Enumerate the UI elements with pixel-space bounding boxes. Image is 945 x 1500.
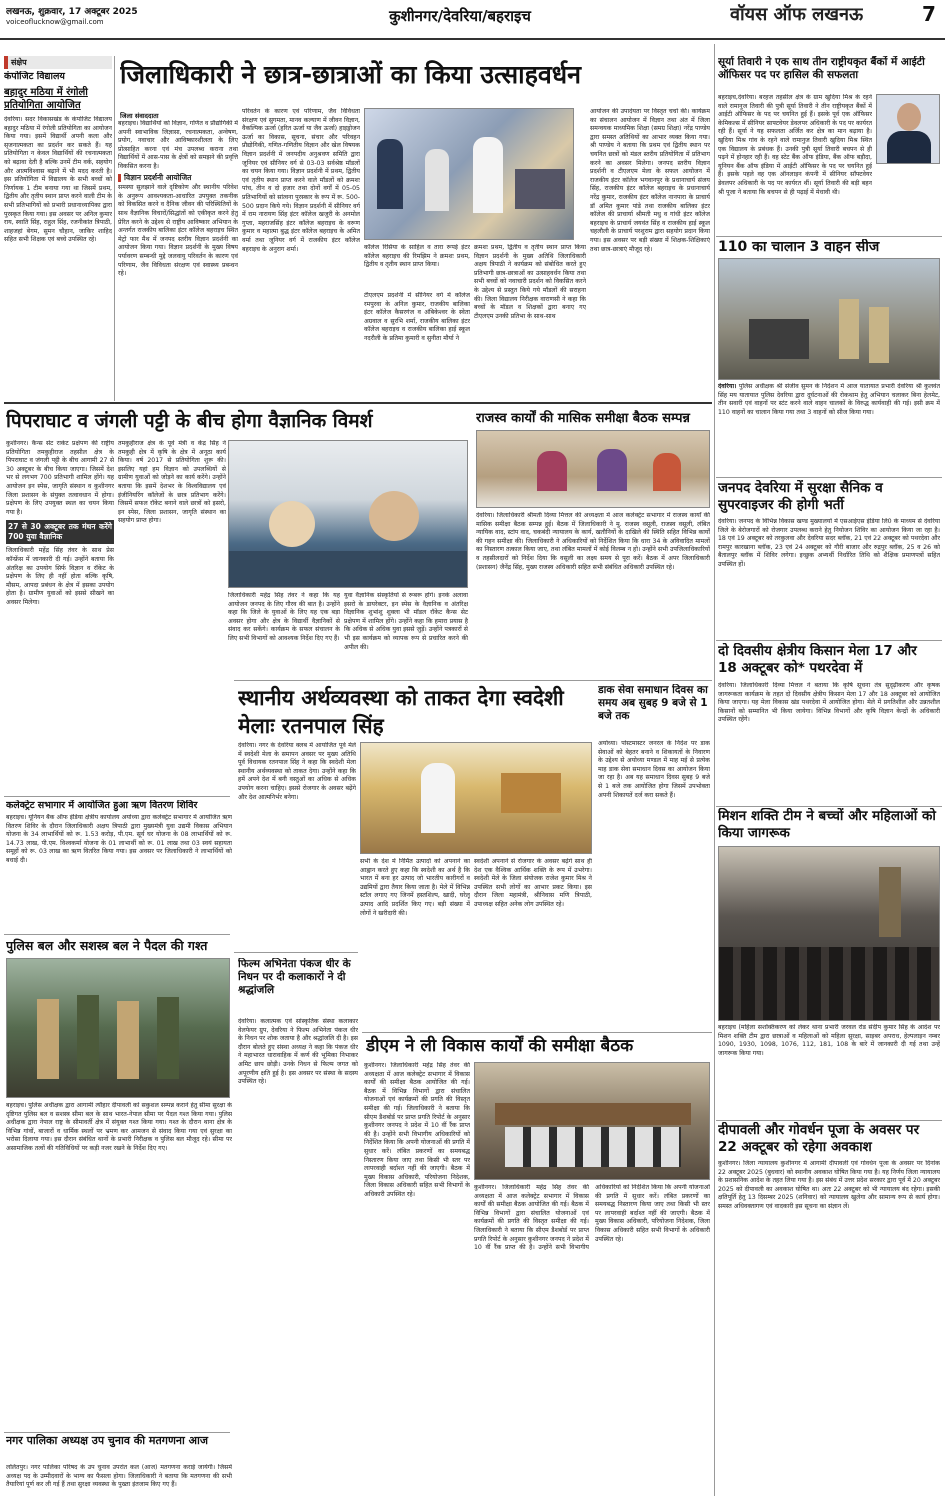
story10-body: कुशीनगर। जिलाधिकारी महेंद्र सिंह तंवर की अध्यक्षता में आज कलेक्ट्रेट सभागार में विकास कार्यों की समीक्षा बैठक आयोजित की गई। बैठक में विभिन्न विभागों द्वारा संचालित योजनाओं एवं कार्यक्रमों की प्रगति की विस्तृत समीक्षा की गई। जिलाधिकारी ने बताया कि सीएम डैशबोर्ड पर प्राप्त प्रगति रिपोर्ट के अनुसार कुशीनगर जनपद ने प्रदेश में 10 वीं रैंक प्राप्त की है। उन्होंने सभी विभागीय अधिकारियों को निर्देशित किया कि अपनी योजनाओं की प्रगति में सुधार करें। लंबित प्रकरणों का समयबद्ध निस्तारण किया जाए तथा किसी भी स्तर पर लापरवाही बर्दाश्त नहीं की जाएगी। बैठक में मुख्य विकास अधिकारी, परियोजना निदेशक, जिला विकास अधिकारी सहित सभी विभागों के अधिकारी उपस्थित रहे। <box>364 1062 470 1198</box>
story1-col4: क्रमशः प्रथम, द्वितीय व तृतीय स्थान प्राप्त किया विज्ञान प्रदर्शनी के मुख्य अतिथि जिलाधिकारी अक्षय त्रिपाठी ने कार्यक्रम को संबोधित करते हुए प्रतिभागी छात्र-छात्राओं का उत्साहवर्धन किया तथा सभी बच्चों को नवाचारी प्रदर्शन को विकसित करने के उद्देश्य से प्रस्तुत किये गये मॉडलों की सराहना की। जिला विद्यालय निरीक्षक वाराणसी ने कहा कि बच्चों के मॉडल व शिक्षकों द्वारा बनाए गए टीएलएम उनकी प्रतिभा के साथ-साथ <box>474 244 586 320</box>
story1-headline: जिलाधिकारी ने छात्र-छात्राओं का किया उत्साहवर्धन <box>120 60 582 89</box>
brief-headline: बहादुर मठिया में रंगोली प्रतियोगिता आयोजित <box>4 87 88 111</box>
story1-photo <box>364 108 574 240</box>
issue-date: लखनऊ, शुक्रवार, 17 अक्टूबर 2025 <box>6 7 138 17</box>
story9-body: देवरिया। कलात्मक एवं सांस्कृतिक संस्था कलाकार वेलफेयर ग्रुप, देवरिया ने फिल्म अभिनेता पंकज धीर के निधन पर शोक जताया है और श्रद्धांजलि दी है। इस दौरान बोलते हुए संस्था अध्यक्ष ने कहा कि पंकज धीर ने महाभारत धारावाहिक में कर्ण की भूमिका निभाकर अमिट छाप छोड़ी। उनके निधन से फिल्म जगत को अपूरणीय क्षति हुई है। इस अवसर पर संस्था के सदस्य उपस्थित रहे। <box>238 1018 358 1086</box>
story1-subhead: विज्ञान प्रदर्शनी आयोजित <box>118 174 238 183</box>
right5-headline: मिशन शक्ति टीम ने बच्चों और महिलाओं को किया जागरूक <box>718 808 936 841</box>
story8-headline: डाक सेवा समाधान दिवस का समय अब सुबह 9 बजे से 1 बजे तक <box>598 684 708 722</box>
story7-col3: स्वदेशी अपनाने से रोजगार के अवसर बढ़ेंगे साथ ही देश एक वैश्विक आर्थिक शक्ति के रूप में उभरेगा। स्वदेशी मेले के जिला संयोजक राजेश कुमार मिश्र ने उपस्थित सभी लोगों का आभार प्रकट किया। इस दौरान जिला महामंत्री, श्रीनिवास मणि त्रिपाठी, उपाध्यक्ष सहित अनेक लोग उपस्थित रहे। <box>474 858 592 908</box>
story1-col3a: कॉलेज रिसिया के साहिल व तारा रूपई इंटर कॉलेज बहराइच की रिमझिम ने क्रमशः प्रथम, द्वितीय व तृतीय स्थान प्राप्त किया। <box>364 244 470 269</box>
story2-col4: युवा वैज्ञानिक संस्कृतियों से रूबरू होंगे। इनके अलावा इसरो के डायरेक्टर, इन स्पेस के वैज्ञानिक व अंतरिक्ष विज्ञानिक शुभांशु शुक्ला भी मॉडल रॉकेट कैन्स सेट प्रक्षेपण में शामिल होंगे। उन्होंने कहा कि हमारा प्रयास है कि अधिक से अधिक युवा इससे जुड़ें। उन्होंने पत्रकारों से भी इस कार्यक्रम को व्यापक रूप से प्रचारित करने की अपील की। <box>344 592 468 651</box>
story10-photo <box>474 1062 710 1180</box>
masthead <box>0 0 945 40</box>
story1-col2: परिवर्तन के कारण एवं परिणाम, जैव विविधता संरक्षण एवं सुगमता, मानव कल्याण में जीवन विज्ञान, वैकल्पिक ऊर्जा (हरित ऊर्जा या जैव ऊर्जा) हाइड्रोजन ऊर्जा का विकास, सूचना, संचार और परिवहन प्रौद्योगिकी, गणित-गणितीय विज्ञान और खेल विषयक विज्ञान प्रदर्शनी में जनपदीय अनुश्रवण समिति द्वारा जूनियर एवं सीनियर वर्ग से 03-03 सर्वश्रेष्ठ मॉडलों का चयन किया गया। विज्ञान प्रदर्शनी में प्रथम, द्वितीय एवं तृतीय स्थान प्राप्त करने वाले मॉडलों को क्रमशः पांच, तीन व दो हजार तथा दोनों वर्गों में 05-05 प्रतिभागियों को सांत्वना पुरस्कार के रूप में रू. 500-500 प्रदान किये गये। विज्ञान प्रदर्शनी में सीनियर वर्ग में राम नारायण सिंह इंटर कॉलेज खजुरी के अनमोल गुप्ता, महराजसिंह इंटर कॉलेज बहराइच के वरूण कुमार व महात्मा बुद्ध इंटर कॉलेज बहराइच के अमित वर्मा तथा जूनियर वर्ग में राजकीय इंटर कॉलेज बहराइच के अनुराग शर्मा। <box>242 108 360 253</box>
story1-col1-text: बहराइच। विद्यार्थियों को विज्ञान, गणित व प्रौद्योगिकी में अपनी स्वाभाविक जिज्ञासा, रचनात्मकता, अन्वेषण, प्रयोग, नवाचार और आविष्कारशीलता के लिए प्रोत्साहित करना एवं मंच उपलब्ध कराना तथा विद्यार्थियों में आस-पास के क्षेत्रों को समझने की प्रवृत्ति विकसित करना है। <box>118 120 238 170</box>
right4-body: देवरिया। जिलाधिकारी दिव्या मित्तल ने बताया कि कृषि सूचना तंत्र सुदृढ़ीकरण और कृषक जागरूकता कार्यक्रम के तहत दो दिवसीय क्षेत्रीय किसान मेला 17 और 18 अक्टूबर को आयोजित किया जाएगा। यह मेला विकास खंड पथरदेवा में आयोजित होगा। मेले में प्रगतिशील और उन्नतशील किसानों को सम्मानित भी किया जायेगा। विभिन्न विभागों और कृषि विज्ञान केन्द्रों के अधिकारी उपस्थित रहेंगे। <box>718 682 940 724</box>
right3-body: देवरिया। जनपद के विभिन्न विकास खण्ड मुख्यालयों में एसआईएस इंडिया लि0 के माध्यम से देवरिया जिले के बेरोजगारों को रोजगार उपलब्ध कराने हेतु नियोजन शिविर का आयोजन किया जा रहा है। 18 एवं 19 अक्टूबर को तरकुलवा और देवरिया सदर ब्लॉक, 21 एवं 22 अक्टूबर को पथरदेवा और रामपुर कारखाना ब्लॉक, 23 एवं 24 अक्टूबर को गौरी बाजार और रुद्रपुर ब्लॉक, 25 व 26 को बैतालपुर ब्लॉक में शिविर लगेगा। इच्छुक अभ्यर्थी निर्धारित तिथि को शैक्षिक प्रमाणपत्रों सहित उपस्थित हों। <box>718 518 940 568</box>
story3-headline: राजस्व कार्यों की मासिक समीक्षा बैठक सम्पन्न <box>476 411 690 426</box>
story7-col1: देवरिया। नगर के देवरिया क्लब में आयोजित पूर्व मेले में स्वदेशी मेला के समापन अवसर पर मुख्य अतिथि पूर्व विधायक रतनपाल सिंह ने कहा कि स्वदेशी मेला स्थानीय अर्थव्यवस्था को ताकत देगा। उन्होंने कहा कि हमें अपने देश में बनी वस्तुओं का अधिक से अधिक उपयोग करना चाहिए। इससे रोजगार के अवसर बढ़ेंगे और देश आत्मनिर्भर बनेगा। <box>238 742 356 801</box>
right5-photo <box>718 846 940 1021</box>
story1-col1-more: समस्या सुलझाने वाले दृष्टिकोण और स्थानीय परिवेश के अनुरूप आवश्यकता-आधारित उपयुक्त तकनीक को विकसित करने व दैनिक जीवन की परिस्थितियों के साथ वैज्ञानिक विचारों/सिद्धांतों को एकीकृत करने हेतु प्रेरित करने के उद्देश्य से राष्ट्रीय आविष्कार अभियान के अन्तर्गत राजकीय बालिका इंटर कॉलेज बहराइच स्थित मेट्रो फार मैथ में जनपद स्तरीय विज्ञान प्रदर्शनी का आयोजन किया गया। विज्ञान प्रदर्शनी के मुख्य विषय पर्यावरण सम्बन्धी मुद्दे जलवायु परिवर्तन के कारण एवं परिणाम, जैव विविधता संरक्षण एवं स्वास्थ्य प्रबन्धन रहे। <box>118 184 238 278</box>
right2-dateline: देवरिया। <box>718 383 737 390</box>
story2-col1-text: कुशीनगर। कैन्स सेट राकेट प्रक्षेपण की राष्ट्रीय प्रतियोगिता तमकुहीराज तहसील क्षेत्र के पिपराघाट व जंगली पट्टी के बीच आगामी 27 से 30 अक्टूबर के बीच किया जाएगा। जिसमें देश भर से लगभग 700 प्रतिभागी शामिल होंगे। यह आयोजन इन स्पेस, जागृति संस्थान व कुशीनगर जिला प्रशासन के संयुक्त तत्वावधान में होगा। प्रक्षेपण के लिए उपयुक्त स्थल का चयन किया गया है। <box>6 440 114 516</box>
story1-col1 <box>118 120 238 390</box>
story10-continued: कुशीनगर। जिलाधिकारी महेंद्र सिंह तंवर की अध्यक्षता में आज कलेक्ट्रेट सभागार में विकास कार्यों की समीक्षा बैठक आयोजित की गई। बैठक में विभिन्न विभागों द्वारा संचालित योजनाओं एवं कार्यक्रमों की प्रगति की विस्तृत समीक्षा की गई। जिलाधिकारी ने बताया कि सीएम डैशबोर्ड पर प्राप्त प्रगति रिपोर्ट के अनुसार कुशीनगर जनपद ने प्रदेश में 10 वीं रैंक प्राप्त की है। उन्होंने सभी विभागीय अधिकारियों को निर्देशित किया कि अपनी योजनाओं की प्रगति में सुधार करें। लंबित प्रकरणों का समयबद्ध निस्तारण किया जाए तथा किसी भी स्तर पर लापरवाही बर्दाश्त नहीं की जाएगी। बैठक में मुख्य विकास अधिकारी, परियोजना निदेशक, जिला विकास अधिकारी सहित सभी विभागों के अधिकारी उपस्थित रहे। <box>474 1184 710 1252</box>
story1-byline: जिला संवाददाता <box>120 112 159 120</box>
story4-body: बहराइच। यूनियन बैंक ऑफ इंडिया क्षेत्रीय कार्यालय अयोध्या द्वारा कलेक्ट्रेट सभागार में आयोजित ऋण वितरण शिविर के दौरान जिलाधिकारी अक्षय त्रिपाठी द्वारा मुख्यमंत्री युवा उद्यमी विकास अभियान योजना के 34 लाभार्थियों को रू. 1.53 करोड़, पी.एम. सूर्य घर योजना के 08 लाभार्थियों को रू. 14.73 लाख, पी.एम. विश्वकर्मा योजना के 01 लाभार्थी को रू. 01 लाख तथा 03 स्वयं सहायता समूहों को रू. 03 लाख का ऋण वितरित किया गया। इस अवसर पर जिलाधिकारी ने लाभार्थियों को बधाई दी। <box>6 814 232 864</box>
right5-body: बहराइच (महिला सशक्तिकरण को लेकर थाना प्रभारी जरवल रोड संदीप कुमार सिंह के आदेश पर मिशन शक्ति टीम द्वारा छात्राओं व महिलाओं को महिला सुरक्षा, साइबर अपराध, हेल्पलाइन नम्बर 1090, 1930, 1098, 1076, 112, 181, 108 के बारे में जानकारी दी गई तथा उन्हें जागरूक किया गया। <box>718 1024 940 1057</box>
page-number: 7 <box>922 2 936 26</box>
right2-text: पुलिस अधीक्षक श्री संजीव सुमन के निर्देशन में आज यातायात प्रभारी देवरिया श्री कुलवंत सिंह मय यातायात पुलिस देवरिया द्वारा दुर्घटनाओं की रोकथाम हेतु अभियान चलाकर बिना हेलमेट, तीन सवारी एवं वाहनों पर स्टंट करने वाले वाहन चालकों के विरुद्ध कार्यवाही की गई। इसी क्रम में 110 वाहनों का चालान किया गया तथा 3 वाहनों को सीज किया गया। <box>718 383 940 416</box>
right1-headline: सूर्या तिवारी ने एक साथ तीन राष्ट्रीयकृत बैंकों में आईटी ऑफिसर पद पर हासिल की सफलता <box>718 56 925 81</box>
brief-label: संक्षेप <box>4 56 112 69</box>
story8-body: अयोध्या। पोस्टमास्टर जनरल के निर्देश पर डाक सेवाओं को बेहतर बनाने व शिकायतों के निवारण के उद्देश्य से अयोध्या मण्डल में माह मई से प्रत्येक माह डाक सेवा समाधान दिवस का आयोजन किया जा रहा है। अब यह समाधान दिवस सुबह 9 बजे से 1 बजे तक आयोजित होगा जिसमें उपभोक्ता अपनी शिकायतें दर्ज करा सकते हैं। <box>598 740 710 799</box>
right1-body: बहराइच,देवरिया। बरहज तहसील क्षेत्र के ग्राम खुदिया मिश्र के रहने वाले रामानुज तिवारी की पुत्री सूर्या तिवारी ने तीन राष्ट्रीयकृत बैंकों में आईटी ऑफिसर के पद पर चयनित हुई हैं। इसके पूर्व एक ऑफिसर केमिकल्स में सीनियर साफ्टवेयर डेवलपर अधिकारी के पद पर कार्यरत रही हैं। सूर्या ने यह सफलता अर्जित कर क्षेत्र का मान बढ़ाया है। खुदिया मिश्र गांव के रहने वाले रामानुज तिवारी खुदिया मिश्र स्थित एक विद्यालय के प्रबंधक हैं। उनकी पुत्री सूर्या तिवारी बचपन से ही पढ़ने में होनहार रही हैं। वह स्टेट बैंक ऑफ इंडिया, बैंक ऑफ बड़ौदा, यूनियन बैंक ऑफ इंडिया में आईटी ऑफिसर के पद पर चयनित हुई हैं। इसके पहले वह एक ऑनलाइन कंपनी में सीनियर सॉफ्टवेयर डेवलपर अधिकारी के पद पर कार्यरत थीं। सूर्या तिवारी की बड़ी बहन श्री पूजा ने बताया कि बचपन से ही पढ़ाई में मेधावी थी। <box>718 94 872 196</box>
right4-headline: दो दिवसीय क्षेत्रीय किसान मेला 17 और 18 अक्टूबर को* पथरदेवा में <box>718 643 917 676</box>
story2-headline: पिपराघाट व जंगली पट्टी के बीच होगा वैज्ञानिक विमर्श <box>6 410 373 432</box>
story5-body: बहराइच। पुलिस अधीक्षक द्वारा आगामी त्यौहार दीपावली को सकुशल सम्पन्न कराने हेतु सीमा सुरक्षा के दृष्टिगत पुलिस बल व सशस्त्र सीमा बल के साथ भारत-नेपाल सीमा पर पैदल गश्त किया गया। पुलिस अधीक्षक द्वारा नेपाल राष्ट्र के सीमावर्ती क्षेत्र में संयुक्त गश्त किया गया। गश्त के दौरान थाना क्षेत्र के विभिन्न गांवों, बाजारों व धार्मिक स्थलों पर भ्रमण कर आमजन से संवाद किया गया एवं सुरक्षा का भरोसा दिलाया गया। इस दौरान संबंधित थानों के प्रभारी निरीक्षक व पुलिस बल मौजूद रहे। सीमा पर असामाजिक तत्वों की गतिविधियों पर कड़ी नजर रखने के निर्देश दिए गए। <box>6 1102 232 1152</box>
story1-col5: आयोजन की उपादेयता पर विस्तृत चर्चा की। कार्यक्रम का संचालन आयोजन में विज्ञान तथा अंत में जिला समन्वयक माध्यमिक शिक्षा (समग्र शिक्षा) नरेंद्र पाण्डेय द्वारा समस्त अतिथियों का आभार व्यक्त किया गया। श्री पाण्डेय ने बताया कि प्रथम एवं द्वितीय स्थान पर चयनित छात्रों को मंडल स्तरीय प्रतियोगिता में प्रतिभाग करने का अवसर मिलेगा। जनपद स्तरीय विज्ञान प्रदर्शनी व टीएलएम मेला के सफल आयोजन में राजकीय इंटर कॉलेज भगवानपुर के प्रधानाचार्य संजय सिंह, राजकीय इंटर कॉलेज बहराइच के प्रधानाचार्य नरेंद्र कुमार, राजकीय इंटर कॉलेज नानपारा के प्राचार्य डॉ अमित कुमार पांडे तथा राजकीय बालिका इंटर कॉलेज की प्राचार्या श्रीमती मधु व गांधी इंटर कॉलेज बहराइच के प्राचार्य जयवंत सिंह व राजकीय हाई स्कूल चहलौली के प्राचार्य परशुराम द्वारा सहयोग प्रदान किया गया। इस अवसर पर बड़ी संख्या में शिक्षक-शिक्षिकाएं तथा छात्र-छात्राएं मौजूद रहे। <box>590 108 710 253</box>
section-title: कुशीनगर/देवरिया/बहराइच <box>389 7 531 25</box>
right2-photo <box>718 258 940 380</box>
brief-kicker: कंपोजिट विद्यालय <box>4 71 65 82</box>
story6-body: ललितपुर। नगर पालिका परिषद के उप चुनाव उपरांत कल (आज) मतगणना कराई जायेगी। जिसमें अध्यक्ष पद के उम्मीदवारों के भाग्य का फैसला होगा। जिलाधिकारी ने बताया कि मतगणना की सभी तैयारियां पूर्ण कर ली गई हैं तथा सुरक्षा व्यवस्था के पुख्ता इंतजाम किए गए हैं। <box>6 1464 232 1489</box>
story6-headline: नगर पालिका अध्यक्ष उप चुनाव की मतगणना आज <box>6 1434 209 1447</box>
story3-photo <box>476 430 710 508</box>
story2-col3: जिलाधिकारी महेंद्र सिंह तंवर ने कहा कि यह आयोजन जनपद के लिए गौरव की बात है। उन्होंने कहा कि जिले के युवाओं के लिए यह एक बड़ा अवसर होगा और क्षेत्र के विद्यार्थी वैज्ञानिकों से संवाद कर सकेंगे। कार्यक्रम के सफल संचालन के लिए सभी विभागों को आवश्यक निर्देश दिए गए हैं। <box>228 592 340 642</box>
story2-col1-more: जिलाधिकारी महेंद्र सिंह तंवर के साथ प्रेस कॉन्फ्रेंस में जानकारी दी गई। उन्होंने बताया कि अंतरिक्ष का उपयोग सिर्फ विज्ञान व रॉकेट के प्रक्षेपण के लिए ही नहीं होता बल्कि कृषि, मौसम, आपदा प्रबंधन के क्षेत्र में इसका उपयोग होता है। ग्रामीण युवाओं को इससे सीखने का अवसर मिलेगा। <box>6 547 114 606</box>
brief-body: देवरिया। सदर विकासखंड के कंपोजिट विद्यालय बहादुर मठिया में रंगोली प्रतियोगिता का आयोजन किया गया। इसमें विद्यार्थी अपनी कला और सृजनात्मकता का प्रदर्शन कर सकते हैं। यह प्रतियोगिता न केवल विद्यार्थियों की रचनात्मकता को बढ़ावा देती है बल्कि उनमें टीम वर्क, सहयोग और आत्मविश्वास बढ़ाने में भी मदद करती है। इस प्रतियोगिता में विद्यालय के सभी बच्चों को निर्णायक 1 टीम बनाया गया था जिसमें प्रथम, द्वितीय और तृतीय स्थान प्राप्त करने वाली टीम के सभी प्रतिभागियों को प्रभारी प्रधानाध्यापिका द्वारा पुरस्कृत किया गया। इस अवसर पर अनिल कुमार राय, स्वाति सिंह, राहुल सिंह, रजनीकांत त्रिपाठी, शाहजहां बेगम, सुमन चौहान, जाकिर शाहिद सहित सभी शिक्षक एवं बच्चे उपस्थित रहे। <box>4 116 112 244</box>
brief-column <box>4 56 112 398</box>
right2-headline: 110 का चालान 3 वाहन सीज <box>718 239 880 255</box>
story2-tag: 27 से 30 अक्टूबर तक मंथन करेंगे 700 युवा वैज्ञानिक <box>6 520 114 544</box>
story7-photo <box>360 742 592 854</box>
story4-headline: कलेक्ट्रेट सभागार में आयोजित हुआ ऋण वितरण शिविर <box>6 800 198 811</box>
brand-logo: वॉयस ऑफ लखनऊ <box>730 4 864 25</box>
story10-body-cont <box>474 1184 710 1496</box>
story7-col2: सभी के देश में निर्मित उत्पादों को अपनाने का आह्वान करते हुए कहा कि स्वदेशी का अर्थ है कि भारत में बना हर उत्पाद जो भारतीय कारीगरों व उद्यमियों द्वारा तैयार किया जाता है। मेले में विभिन्न स्टॉल लगाए गए जिनमें हस्तशिल्प, खादी, घरेलू उत्पाद आदि प्रदर्शित किए गए। बड़ी संख्या में लोगों ने खरीदारी की। <box>360 858 470 917</box>
story7-headline: स्थानीय अर्थव्यवस्था को ताकत देगा स्वदेशी मेलाः रतनपाल सिंह <box>238 686 564 738</box>
right1-portrait <box>876 94 940 164</box>
right3-headline: जनपद देवरिया में सुरक्षा सैनिक व सुपरवाइजर की होगी भर्ती <box>718 480 883 513</box>
story5-headline: पुलिस बल और सशस्त्र बल ने पैदल की गश्त <box>6 938 208 953</box>
story1-col3b: टीएलएम प्रदर्शनी में सीनियर वर्ग में कॉलेज रमपुरवा के अनिल कुमार, राजकीय बालिका इंटर कॉलेज कैसरगंज व अंबिकेश्वर के स्वेता अग्रवाल व सुरभि शर्मा, राजकीय बालिका इंटर कॉलेज बहराइच व राजकीय बालिका हाई स्कूल नदरौली के प्रतिमा कुमारी व सुनीता मौर्या ने <box>364 292 470 342</box>
email-address: voiceoflucknow@gmail.com <box>6 18 104 26</box>
story5-photo <box>6 958 230 1098</box>
story9-headline: फिल्म अभिनेता पंकज धीर के निधन पर दी कलाकारों ने दी श्रद्धांजलि <box>238 958 351 996</box>
story2-col1 <box>6 440 114 790</box>
right2-body <box>718 383 940 475</box>
story2-col2: तमकुहीराज क्षेत्र के पूर्व मंत्री व केंद्र सिंह ने तमकुही क्षेत्र में कृषि के क्षेत्र में अनूठा कार्य किया। वर्ष 2017 से प्रतियोगिता शुरू की। इसलिए यहां हम विज्ञान को उपलब्धियों से ग्रामीण युवाओं को जोड़ने का कार्य करेंगे। उन्होंने बताया कि इसमें देशभर के विश्वविद्यालय एवं इंजीनियरिंग कॉलेजों के छात्र प्रतिभाग करेंगे। जिसमें सफल रॉकेट बनाने वाले छात्रों को इसरो, इन स्पेस, जिला प्रशासन, जागृति संस्थान का सहयोग प्राप्त होगा। <box>118 440 226 525</box>
story2-photo <box>228 440 468 588</box>
right6-headline: दीपावली और गोवर्धन पूजा के अवसर पर 22 अक्टूबर को रहेगा अवकाश <box>718 1122 920 1155</box>
story10-headline: डीएम ने ली विकास कार्यों की समीक्षा बैठक <box>366 1036 634 1056</box>
story3-body: देवरिया। जिलाधिकारी श्रीमती दिव्या मित्तल की अध्यक्षता में आज कलेक्ट्रेट सभागार में राजस्व कार्यों की मासिक समीक्षा बैठक सम्पन्न हुई। बैठक में जिलाधिकारी ने मु. राजस्व वसूली, राजस्व वसूली, लंबित न्यायिक वाद, स्टांप वाद, चकबंदी न्यायालय के कार्य, खतौनियों के दाखिले की स्थिति सहित विभिन्न कार्यों की गहन समीक्षा की। जिलाधिकारी ने अधिकारियों को निर्देशित किया कि धारा 34 के अविवादित मामलों का निस्तारण तत्काल किया जाए, तथा लंबित मामलों में कोई विलम्ब न हो। उन्होंने सभी उपजिलाधिकारियों व तहसीलदारों को निर्देश दिया कि वसूली का लक्ष्य समय से पूरा करें। बैठक में अपर जिलाधिकारी (प्रशासन) जैनेंद्र सिंह, मुख्य राजस्व अधिकारी सहित सभी संबंधित अधिकारी उपस्थित रहे। <box>476 512 710 571</box>
right6-body: कुशीनगर। जिला न्यायालय कुशीनगर में आगामी दीपावली एवं गोवर्धन पूजा के अवसर पर दिनांक 22 अक्टूबर 2025 (बुधवार) को स्थानीय अवकाश घोषित किया गया है। यह निर्णय जिला न्यायालय के प्रशासनिक आदेश के तहत लिया गया है। इस संबंध में उत्तर प्रदेश सरकार द्वारा पूर्व में 20 अक्टूबर 2025 को दीपावली का अवकाश घोषित था। अतः 22 अक्टूबर को भी न्यायालय बंद रहेगा। इसकी क्षतिपूर्ति हेतु 13 दिसम्बर 2025 (शनिवार) को न्यायालय खुलेगा और सामान्य रूप से कार्य होगा। समस्त अधिवक्तागण एवं वादकारी इस सूचना का संज्ञान लें। <box>718 1160 940 1210</box>
